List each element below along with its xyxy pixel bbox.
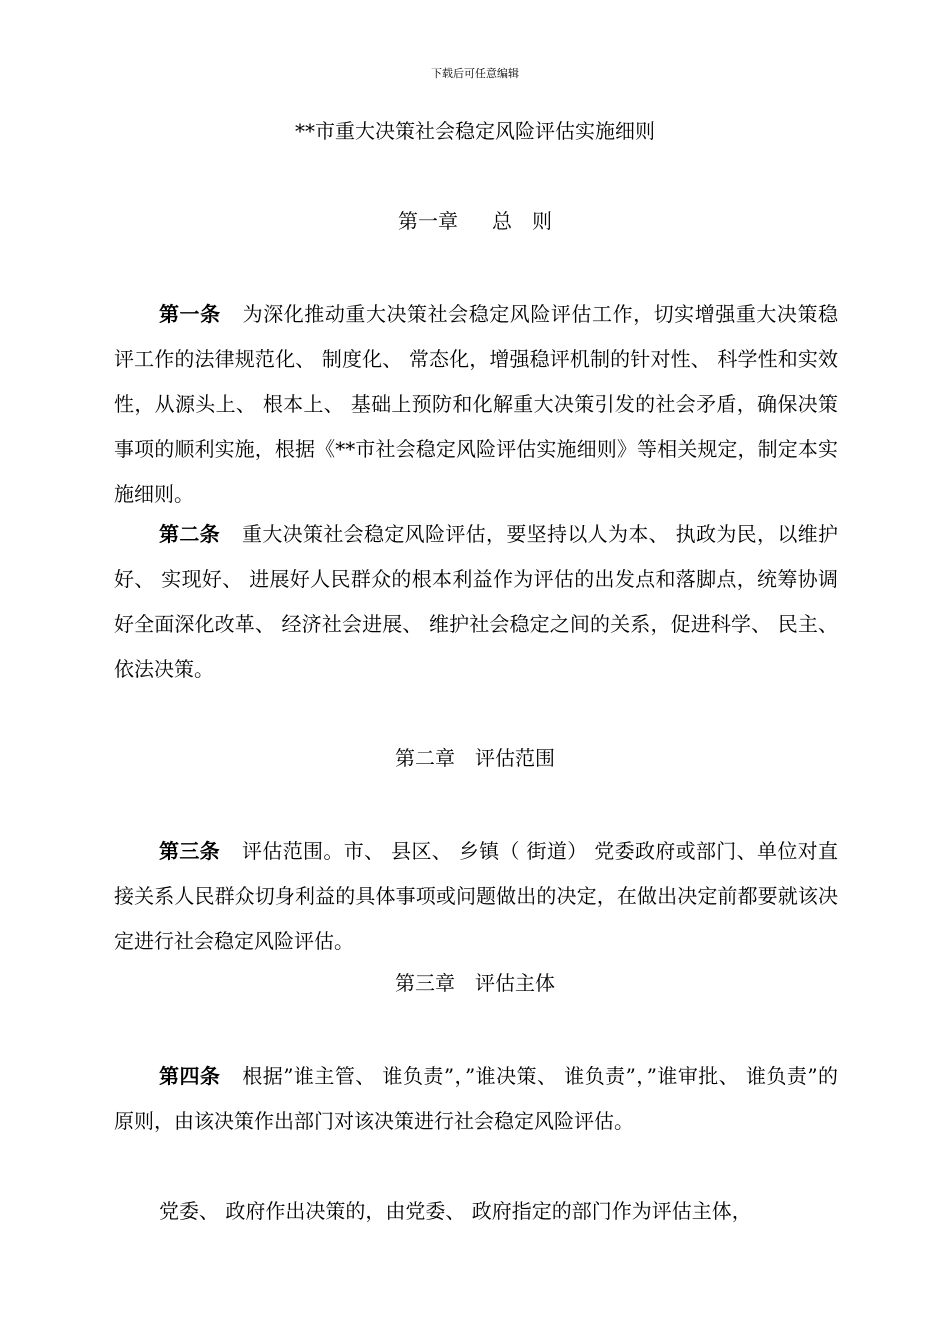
article-label: 第四条 <box>159 1064 221 1088</box>
chapter-label: 第一章 <box>398 209 458 233</box>
chapter-heading-3 <box>0 968 950 998</box>
article-2 <box>114 512 838 692</box>
chapter-name-part: 总 <box>492 209 512 233</box>
chapter-name: 评估主体 <box>475 971 555 995</box>
chapter-heading-1 <box>0 206 950 236</box>
article-text: 为深化推动重大决策社会稳定风险评估工作，切实增强重大决策稳评工作的法律规范化、 制度化、 常态化，增强稳评机制的针对性、 科学性和实效性，从源头上、 根本上、 基础上预防和化解重大决策引发的社会矛盾，确保决策事项的顺利实施，根据《**市社会稳定风险评估实施细则》等相关规定，制定本实施细则。 <box>114 302 839 506</box>
article-1 <box>114 292 838 517</box>
chapter-label: 第二章 <box>395 746 455 770</box>
paragraph-text: 党委、 政府作出决策的，由党委、 政府指定的部门作为评估主体， <box>159 1199 752 1223</box>
chapter-name: 评估范围 <box>475 746 555 770</box>
chapter-name-part: 则 <box>532 209 552 233</box>
document-title: **市重大决策社会稳定风险评估实施细则 <box>295 119 655 143</box>
header-note: 下载后可任意编辑 <box>431 67 519 80</box>
article-label: 第一条 <box>159 302 221 326</box>
article-text: 根据”谁主管、 谁负责”，”谁决策、 谁负责”，”谁审批、 谁负责”的原则，由该决策作出部门对该决策进行社会稳定风险评估。 <box>114 1064 839 1133</box>
chapter-label: 第三章 <box>395 971 455 995</box>
chapter-heading-2 <box>0 743 950 773</box>
paragraph-5 <box>114 1189 838 1234</box>
article-4 <box>114 1054 838 1144</box>
article-label: 第二条 <box>159 522 220 546</box>
article-text: 评估范围。市、 县区、 乡镇（ 街道） 党委政府或部门、单位对直接关系人民群众切身利益的具体事项或问题做出的决定，在做出决定前都要就该决定进行社会稳定风险评估。 <box>114 839 839 953</box>
article-3 <box>114 829 838 964</box>
article-label: 第三条 <box>159 839 221 863</box>
article-text: 重大决策社会稳定风险评估，要坚持以人为本、 执政为民，以维护好、 实现好、 进展好人民群众的根本利益作为评估的出发点和落脚点，统筹协调好全面深化改革、 经济社会进展、 维护社会稳定之间的关系，促进科学、 民主、 依法决策。 <box>114 522 839 681</box>
